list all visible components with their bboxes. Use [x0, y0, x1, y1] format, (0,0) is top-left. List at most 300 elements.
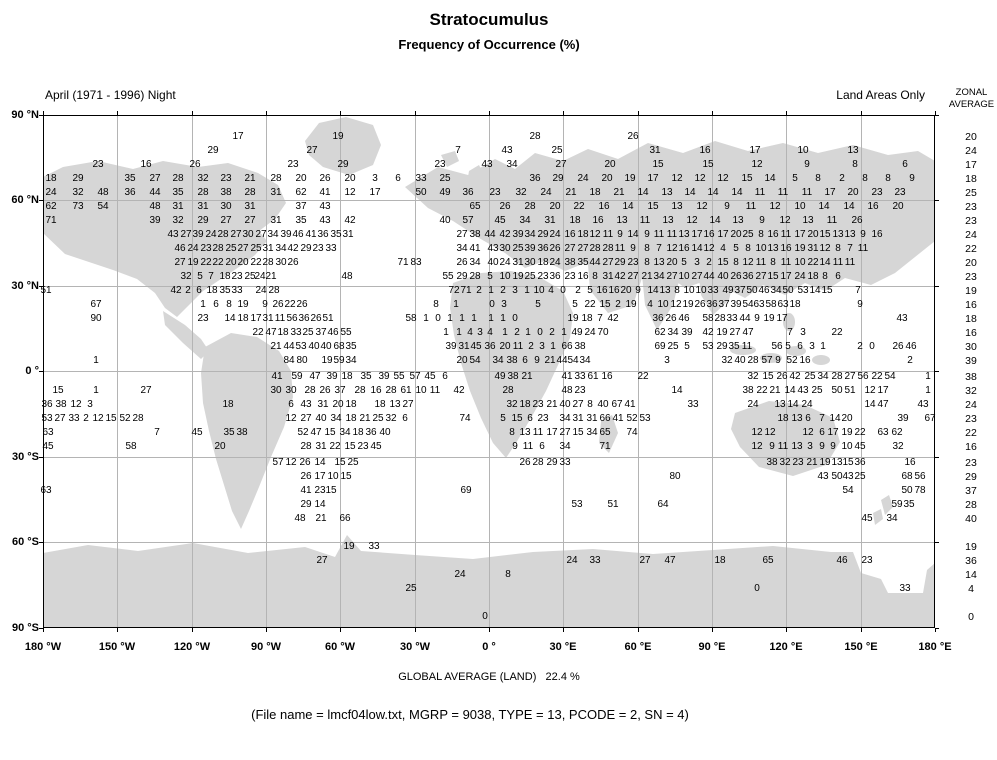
grid-value: 24: [549, 257, 561, 268]
grid-value: 35: [219, 285, 231, 296]
grid-value: 42: [499, 229, 511, 240]
grid-value: 21: [544, 355, 556, 366]
grid-value: 27: [564, 243, 576, 254]
grid-value: 0: [754, 583, 760, 594]
grid-value: 25: [405, 583, 417, 594]
grid-value: 46: [758, 285, 770, 296]
grid-value: 8: [505, 569, 511, 580]
grid-value: 1: [550, 341, 556, 352]
grid-value: 18: [345, 413, 357, 424]
grid-value: 7: [787, 327, 793, 338]
zonal-average-value: 29: [965, 471, 977, 483]
grid-value: 29: [197, 215, 209, 226]
grid-value: 41: [271, 371, 283, 382]
grid-value: 22: [573, 201, 585, 212]
grid-value: 14: [864, 399, 876, 410]
grid-value: 42: [702, 327, 714, 338]
grid-value: 59: [333, 355, 345, 366]
grid-value: 11: [777, 187, 789, 198]
grid-value: 35: [223, 427, 235, 438]
grid-value: 23: [287, 159, 299, 170]
grid-value: 15: [842, 457, 854, 468]
grid-value: 33: [368, 541, 380, 552]
grid-value: 39: [897, 413, 909, 424]
grid-value: 14: [627, 229, 639, 240]
grid-value: 27: [300, 413, 312, 424]
grid-value: 58: [405, 313, 417, 324]
grid-value: 26: [299, 457, 311, 468]
grid-value: 21: [641, 271, 653, 282]
grid-value: 31: [197, 201, 209, 212]
grid-value: 25: [854, 471, 866, 482]
grid-value: 35: [345, 341, 357, 352]
grid-value: 23: [314, 485, 326, 496]
grid-value: 2: [706, 257, 712, 268]
zonal-average-value: 23: [965, 271, 977, 283]
grid-value: 0: [537, 327, 543, 338]
grid-value: 11: [780, 229, 792, 240]
grid-value: 34: [492, 355, 504, 366]
grid-value: 36: [365, 427, 377, 438]
grid-value: 51: [322, 313, 334, 324]
grid-value: 20: [237, 257, 249, 268]
grid-value: 5: [572, 299, 578, 310]
grid-value: 19: [512, 271, 524, 282]
grid-value: 43: [319, 215, 331, 226]
grid-value: 1: [525, 327, 531, 338]
grid-value: 14: [829, 413, 841, 424]
latitude-tick-label: 90 °S: [11, 622, 39, 634]
grid-value: 61: [400, 385, 412, 396]
longitude-tick-label: 180 °W: [24, 641, 62, 653]
grid-value: 40: [559, 399, 571, 410]
grid-value: 32: [72, 187, 84, 198]
grid-value: 8: [770, 257, 776, 268]
grid-value: 16: [592, 215, 604, 226]
grid-value: 40: [315, 413, 327, 424]
grid-value: 25: [372, 413, 384, 424]
grid-value: 7: [455, 145, 461, 156]
grid-value: 8: [644, 243, 650, 254]
grid-value: 26: [776, 371, 788, 382]
grid-value: 13: [389, 399, 401, 410]
grid-value: 7: [855, 285, 861, 296]
grid-value: 28: [529, 131, 541, 142]
grid-value: 25: [742, 229, 754, 240]
grid-value: 11: [614, 243, 626, 254]
grid-value: 27: [230, 229, 242, 240]
grid-value: 35: [172, 187, 184, 198]
grid-value: 8: [758, 229, 764, 240]
grid-value: 13: [774, 399, 786, 410]
grid-value: 28: [589, 243, 601, 254]
longitude-tick-label: 120 °W: [173, 641, 211, 653]
grid-value: 6: [539, 441, 545, 452]
grid-value: 3: [809, 341, 815, 352]
grid-value: 20: [620, 285, 632, 296]
grid-value: 34: [267, 229, 279, 240]
grid-value: 12: [819, 243, 831, 254]
grid-value: 24: [540, 187, 552, 198]
grid-value: 4: [467, 327, 473, 338]
grid-value: 5: [792, 173, 798, 184]
grid-value: 23: [197, 313, 209, 324]
latitude-tick-label: 30 °N: [11, 280, 39, 292]
grid-value: 36: [549, 271, 561, 282]
grid-value: 11: [777, 441, 789, 452]
grid-value: 27: [306, 145, 318, 156]
grid-value: 0: [869, 341, 875, 352]
grid-value: 5: [785, 341, 791, 352]
grid-value: 29: [337, 159, 349, 170]
grid-value: 25: [804, 371, 816, 382]
grid-value: 15: [647, 201, 659, 212]
grid-value: 28: [469, 271, 481, 282]
grid-value: 36: [317, 229, 329, 240]
grid-value: 23: [574, 385, 586, 396]
grid-value: 28: [217, 229, 229, 240]
grid-value: 1: [488, 285, 494, 296]
grid-value: 26: [287, 257, 299, 268]
grid-value: 1: [447, 313, 453, 324]
grid-value: 12: [285, 457, 297, 468]
grid-value: 55: [340, 327, 352, 338]
grid-value: 1: [443, 327, 449, 338]
grid-value: 8: [433, 299, 439, 310]
grid-value: 22: [854, 427, 866, 438]
grid-value: 8: [745, 243, 751, 254]
grid-value: 65: [599, 427, 611, 438]
grid-value: 27: [844, 371, 856, 382]
grid-value: 33: [415, 173, 427, 184]
grid-value: 18: [577, 229, 589, 240]
grid-value: 35: [903, 499, 915, 510]
grid-value: 56: [286, 313, 298, 324]
grid-value: 47: [664, 555, 676, 566]
grid-value: 68: [333, 341, 345, 352]
grid-value: 22: [329, 441, 341, 452]
grid-value: 52: [626, 413, 638, 424]
grid-value: 28: [212, 243, 224, 254]
grid-value: 78: [914, 485, 926, 496]
grid-value: 33: [899, 583, 911, 594]
zonal-average-value: 19: [965, 285, 977, 297]
grid-value: 15: [717, 257, 729, 268]
grid-value: 18: [581, 313, 593, 324]
grid-value: 2: [83, 413, 89, 424]
grid-value: 38: [236, 427, 248, 438]
grid-value: 16: [608, 285, 620, 296]
grid-value: 7: [656, 243, 662, 254]
grid-value: 62: [891, 427, 903, 438]
grid-value: 40: [734, 355, 746, 366]
grid-value: 14: [707, 187, 719, 198]
grid-value: 21: [565, 187, 577, 198]
grid-value: 4: [487, 327, 493, 338]
grid-value: 3: [87, 399, 93, 410]
grid-value: 23: [861, 555, 873, 566]
grid-value: 16: [867, 201, 879, 212]
grid-value: 45: [424, 371, 436, 382]
grid-value: 18: [277, 327, 289, 338]
grid-value: 35: [124, 173, 136, 184]
grid-value: 22: [250, 257, 262, 268]
grid-value: 4: [720, 243, 726, 254]
grid-value: 1: [93, 385, 99, 396]
grid-value: 16: [601, 371, 613, 382]
page-subtitle: Frequency of Occurrence (%): [398, 37, 580, 52]
grid-value: 0: [482, 611, 488, 622]
grid-value: 38: [506, 355, 518, 366]
grid-value: 38: [742, 385, 754, 396]
grid-value: 30: [242, 229, 254, 240]
grid-value: 28: [532, 457, 544, 468]
grid-value: 25: [244, 271, 256, 282]
grid-value: 16: [564, 229, 576, 240]
grid-value: 15: [325, 485, 337, 496]
grid-value: 17: [749, 145, 761, 156]
grid-value: 4: [647, 299, 653, 310]
grid-value: 1: [524, 285, 530, 296]
grid-value: 17: [717, 229, 729, 240]
grid-value: 71: [460, 285, 472, 296]
grid-value: 68: [901, 471, 913, 482]
grid-value: 5: [197, 271, 203, 282]
grid-value: 24: [45, 187, 57, 198]
grid-value: 5: [684, 341, 690, 352]
grid-value: 1: [820, 341, 826, 352]
grid-value: 27: [54, 413, 66, 424]
grid-value: 17: [314, 471, 326, 482]
grid-value: 43: [797, 385, 809, 396]
grid-value: 13: [678, 229, 690, 240]
grid-value: 26: [456, 257, 468, 268]
zonal-average-value: 20: [965, 257, 977, 269]
grid-value: 6: [522, 355, 528, 366]
grid-value: 13: [519, 427, 531, 438]
grid-value: 45: [42, 441, 54, 452]
grid-value: 80: [296, 355, 308, 366]
grid-value: 19: [624, 173, 636, 184]
grid-value: 21: [613, 187, 625, 198]
grid-value: 30: [270, 385, 282, 396]
grid-value: 46: [174, 243, 186, 254]
grid-value: 34: [579, 355, 591, 366]
grid-value: 13: [661, 187, 673, 198]
zonal-average-value: 24: [965, 145, 977, 157]
grid-value: 53: [702, 341, 714, 352]
grid-value: 25: [524, 271, 536, 282]
grid-value: 10: [678, 271, 690, 282]
grid-value: 27: [577, 243, 589, 254]
grid-value: 38: [766, 457, 778, 468]
grid-value: 16: [904, 457, 916, 468]
grid-value: 0: [560, 285, 566, 296]
grid-value: 33: [574, 371, 586, 382]
grid-value: 34: [559, 413, 571, 424]
longitude-tick-label: 120 °E: [769, 641, 803, 653]
grid-value: 54: [884, 371, 896, 382]
grid-value: 67: [611, 399, 623, 410]
grid-value: 36: [706, 299, 718, 310]
grid-value: 27: [691, 271, 703, 282]
grid-value: 9: [512, 441, 518, 452]
grid-value: 1: [93, 355, 99, 366]
grid-value: 31: [172, 201, 184, 212]
grid-value: 29: [456, 271, 468, 282]
grid-value: 35: [360, 371, 372, 382]
grid-value: 10: [327, 471, 339, 482]
grid-value: 23: [537, 271, 549, 282]
grid-value: 39: [326, 371, 338, 382]
grid-value: 41: [319, 187, 331, 198]
grid-value: 83: [410, 257, 422, 268]
grid-value: 25: [811, 385, 823, 396]
zonal-average-value: 23: [965, 457, 977, 469]
grid-value: 16: [370, 385, 382, 396]
grid-value: 18: [219, 271, 231, 282]
grid-value: 63: [753, 299, 765, 310]
grid-value: 9: [830, 441, 836, 452]
grid-value: 11: [639, 215, 651, 226]
grid-value: 27: [755, 271, 767, 282]
grid-value: 51: [607, 499, 619, 510]
grid-value: 34: [330, 413, 342, 424]
grid-value: 49: [571, 327, 583, 338]
grid-value: 47: [309, 371, 321, 382]
grid-value: 57: [462, 215, 474, 226]
grid-value: 3: [800, 327, 806, 338]
grid-value: 37: [315, 327, 327, 338]
grid-value: 12: [769, 201, 781, 212]
grid-value: 44: [589, 257, 601, 268]
grid-value: 18: [345, 399, 357, 410]
grid-value: 32: [779, 457, 791, 468]
grid-value: 2: [857, 341, 863, 352]
grid-value: 22: [637, 371, 649, 382]
grid-value: 37: [295, 201, 307, 212]
grid-value: 13: [732, 215, 744, 226]
zonal-header-line2: AVERAGE: [948, 99, 995, 110]
grid-value: 58: [702, 313, 714, 324]
grid-value: 19: [567, 313, 579, 324]
grid-value: 13: [831, 457, 843, 468]
grid-value: 50: [782, 285, 794, 296]
grid-value: 31: [602, 271, 614, 282]
grid-value: 23: [92, 159, 104, 170]
grid-value: 3: [807, 441, 813, 452]
zonal-average-value: 4: [968, 583, 974, 595]
grid-value: 24: [205, 229, 217, 240]
grid-value: 22: [200, 257, 212, 268]
grid-value: 6: [819, 427, 825, 438]
grid-value: 6: [196, 285, 202, 296]
grid-value: 44: [556, 355, 568, 366]
grid-value: 54: [567, 355, 579, 366]
grid-value: 15: [511, 413, 523, 424]
grid-value: 36: [41, 399, 53, 410]
grid-value: 14: [647, 285, 659, 296]
grid-value: 73: [72, 201, 84, 212]
grid-value: 28: [354, 385, 366, 396]
grid-value: 23: [200, 243, 212, 254]
grid-value: 40: [320, 341, 332, 352]
grid-value: 31: [315, 441, 327, 452]
grid-value: 10: [683, 285, 695, 296]
grid-value: 26: [892, 341, 904, 352]
grid-value: 27: [174, 257, 186, 268]
grid-value: 34: [469, 257, 481, 268]
grid-value: 61: [587, 371, 599, 382]
grid-value: 3: [694, 257, 700, 268]
grid-value: 8: [226, 299, 232, 310]
grid-value: 26: [499, 201, 511, 212]
grid-value: 20: [499, 341, 511, 352]
grid-value: 12: [779, 215, 791, 226]
grid-value: 12: [717, 173, 729, 184]
grid-value: 38: [507, 371, 519, 382]
grid-value: 5: [535, 299, 541, 310]
zonal-average-value: 14: [965, 569, 977, 581]
grid-value: 15: [52, 385, 64, 396]
grid-value: 58: [765, 299, 777, 310]
grid-value: 50: [831, 385, 843, 396]
grid-value: 28: [502, 385, 514, 396]
grid-value: 7: [208, 271, 214, 282]
grid-value: 14: [731, 187, 743, 198]
grid-value: 11: [857, 243, 869, 254]
grid-value: 38: [220, 187, 232, 198]
grid-value: 18: [519, 399, 531, 410]
grid-value: 8: [509, 427, 515, 438]
grid-value: 3: [501, 299, 507, 310]
grid-value: 41: [624, 399, 636, 410]
grid-value: 12: [751, 441, 763, 452]
grid-value: 33: [687, 399, 699, 410]
grid-value: 36: [124, 187, 136, 198]
grid-value: 18: [714, 555, 726, 566]
grid-value: 36: [854, 457, 866, 468]
grid-value: 43: [896, 313, 908, 324]
grid-value: 42: [344, 215, 356, 226]
grid-value: 26: [851, 215, 863, 226]
grid-value: 12: [802, 427, 814, 438]
grid-value: 14: [224, 313, 236, 324]
grid-value: 16: [767, 229, 779, 240]
grid-value: 12: [92, 413, 104, 424]
grid-value: 34: [770, 285, 782, 296]
grid-value: 80: [669, 471, 681, 482]
grid-value: 3: [372, 173, 378, 184]
zonal-average-value: 22: [965, 427, 977, 439]
grid-value: 14: [622, 201, 634, 212]
grid-value: 21: [265, 271, 277, 282]
longitude-tick-label: 0 °: [482, 641, 496, 653]
grid-value: 40: [308, 341, 320, 352]
longitude-tick-label: 150 °E: [844, 641, 878, 653]
grid-value: 26: [300, 471, 312, 482]
grid-value: 41: [469, 243, 481, 254]
grid-value: 9: [617, 229, 623, 240]
grid-value: 20: [730, 229, 742, 240]
grid-value: 3: [539, 341, 545, 352]
grid-value: 31: [317, 399, 329, 410]
grid-value: 6: [395, 173, 401, 184]
grid-value: 23: [792, 457, 804, 468]
grid-value: 2: [839, 173, 845, 184]
grid-value: 9: [644, 229, 650, 240]
grid-value: 26: [272, 299, 284, 310]
